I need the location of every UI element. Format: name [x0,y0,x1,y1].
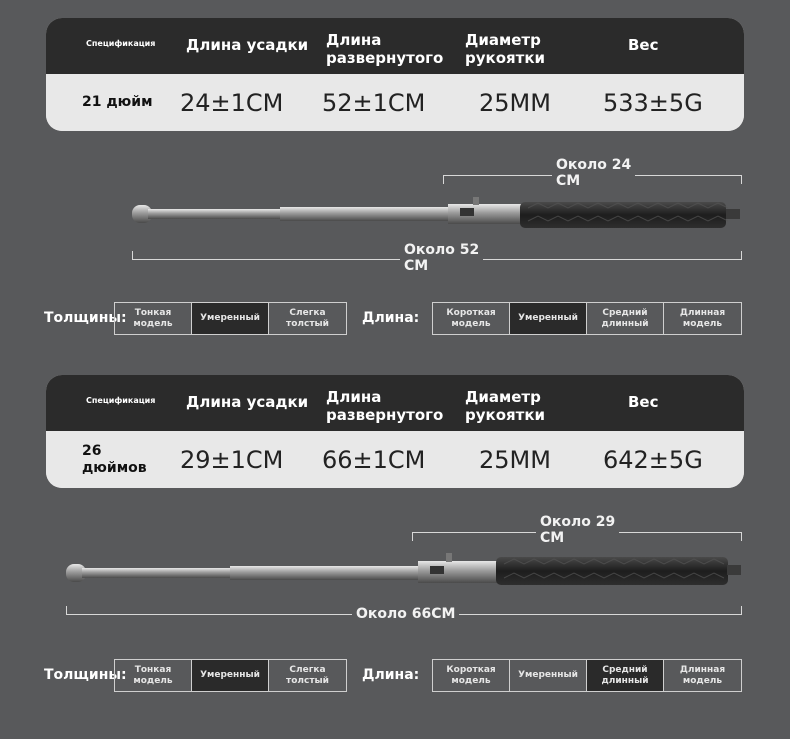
length-option-short[interactable]: Короткая модель [433,660,510,691]
weight-value: 533±5G [603,89,703,117]
length-option-long[interactable]: Длинная модель [679,307,726,329]
weight-value: 642±5G [603,446,703,474]
total-dimension-label: Около 66CM [352,606,459,622]
length-option-medium-long[interactable]: Средний длинный [587,303,664,334]
baton-image-26 [62,552,748,594]
spec-card-21 [46,18,744,131]
length-label: Длина: [362,667,420,683]
thickness-label: Толщины: [44,667,127,683]
diameter-value: 25MM [479,89,551,117]
handle-dimension-label: Около 29 CM [536,514,619,546]
thickness-option-thick[interactable]: Слегка толстый [286,307,329,329]
length-option-medium-long[interactable]: Средний длинный [587,660,664,691]
extended-length-header: Длина развернутого [326,31,444,67]
handle-dimension-label: Около 24 CM [552,157,635,189]
thickness-options [114,302,347,335]
spec-row [46,431,744,488]
length-option-long[interactable]: Длинная модель [679,664,726,686]
handle-diameter-header: Диаметр рукоятки [465,31,546,67]
spec-header-label: Спецификация [86,396,156,405]
thickness-options [114,659,347,692]
thickness-option-thin[interactable]: Тонкая модель [115,303,192,334]
thickness-option-thick[interactable]: Слегка толстый [286,664,329,686]
total-dimension-label: Около 52 CM [400,242,483,274]
model-label: 26 дюймов [82,443,147,476]
spec-header [46,18,744,74]
length-label: Длина: [362,310,420,326]
spec-header-label: Спецификация [86,39,156,48]
diameter-value: 25MM [479,446,551,474]
extended-length-value: 52±1CM [322,89,426,117]
shrink-length-header: Длина усадки [186,393,309,411]
model-label: 21 дюйм [82,94,153,110]
length-option-moderate[interactable]: Умеренный [510,303,587,334]
spec-header [46,375,744,431]
spec-row [46,74,744,131]
extended-length-value: 66±1CM [322,446,426,474]
weight-header: Вес [628,393,659,411]
weight-header: Вес [628,36,659,54]
shrink-length-header: Длина усадки [186,36,309,54]
spec-card-26 [46,375,744,488]
thickness-label: Толщины: [44,310,127,326]
extended-length-header: Длина развернутого [326,388,444,424]
baton-image-21 [128,193,748,235]
thickness-option-moderate[interactable]: Умеренный [192,303,269,334]
thickness-option-moderate[interactable]: Умеренный [192,660,269,691]
shrink-length-value: 29±1CM [180,446,284,474]
length-option-moderate[interactable]: Умеренный [510,660,587,691]
length-options [432,659,742,692]
shrink-length-value: 24±1CM [180,89,284,117]
length-option-short[interactable]: Короткая модель [433,303,510,334]
handle-diameter-header: Диаметр рукоятки [465,388,546,424]
thickness-option-thin[interactable]: Тонкая модель [115,660,192,691]
length-options [432,302,742,335]
